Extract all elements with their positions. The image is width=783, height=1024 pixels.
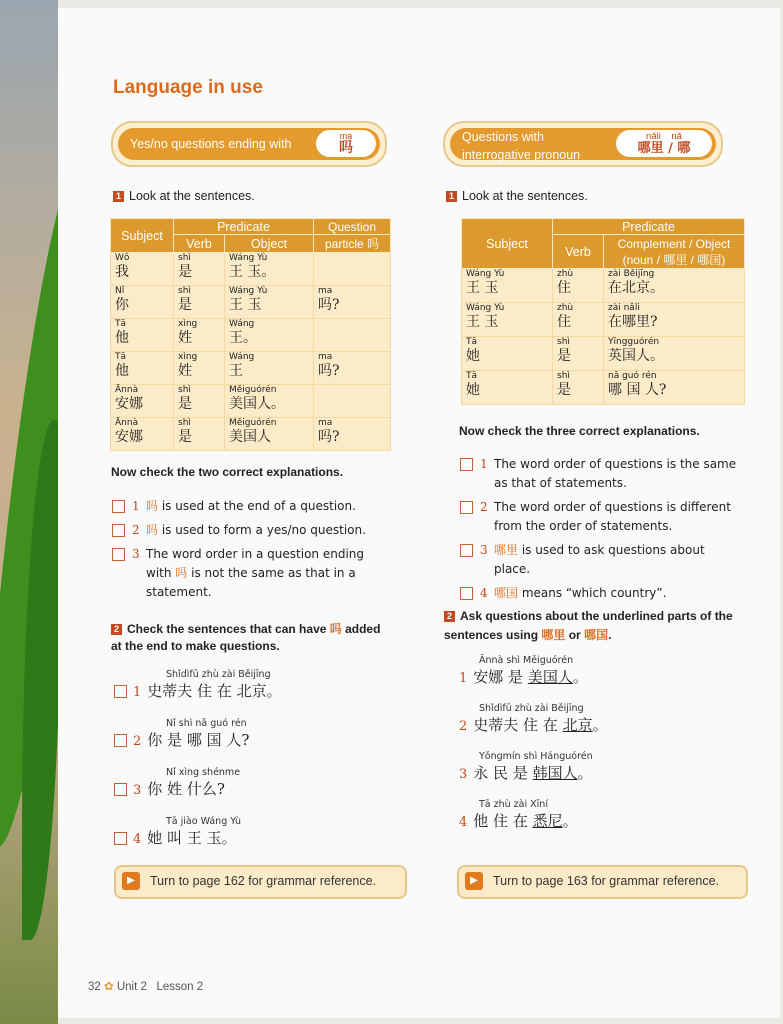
checkbox[interactable] — [112, 524, 125, 537]
checkbox[interactable] — [114, 734, 127, 747]
page-footer — [88, 979, 203, 993]
checkbox[interactable] — [114, 685, 127, 698]
check-item: 3 哪里 is used to ask questions about place. — [460, 541, 738, 579]
check-item: 2 吗 is used to form a yes/no question. — [112, 521, 374, 540]
sentence-item: Ānnà shì Měiguórén 1 安娜 是 美国人。 — [459, 655, 588, 686]
right-checklist — [460, 455, 738, 608]
right-banner — [443, 121, 723, 167]
left-banner — [111, 121, 387, 167]
table-row: Wáng Yù 王 玉 zhù 住 zài nǎli 在哪里? — [462, 303, 745, 337]
check-item: 4 哪国 means “which country”. — [460, 584, 738, 603]
col-object: Object — [225, 235, 314, 253]
sentence-item: Tā zhù zài Xīní 4 他 住 在 悉尼。 — [459, 799, 578, 830]
left-instruction-1: 1 Look at the sentences. — [113, 189, 255, 203]
checkbox[interactable] — [114, 832, 127, 845]
table-row: Tā 她 shì 是 nǎ guó rén 哪 国 人? — [462, 371, 745, 405]
ref-page-163[interactable]: ▶ Turn to page 163 for grammar reference. — [457, 865, 748, 899]
sentence-item: Tā jiào Wáng Yù 4 她 叫 王 玉。 — [114, 815, 241, 850]
table-row: Tā 他 xìng 姓 Wáng 王。 — [111, 319, 391, 352]
col-verb: Verb — [553, 235, 604, 269]
table-row: Wáng Yù 王 玉 zhù 住 zài Běijīng 在北京。 — [462, 269, 745, 303]
table-row: Nǐ 你 shì 是 Wáng Yù 王 玉 ma 吗? — [111, 286, 391, 319]
table-row: Ānnà 安娜 shì 是 Měiguórén 美国人 ma 吗? — [111, 418, 391, 451]
col-question: Question — [314, 219, 391, 235]
right-banner-line1: Questions with — [462, 130, 544, 144]
checkbox[interactable] — [112, 500, 125, 513]
page-title: Language in use — [113, 77, 263, 98]
left-banner-text: Yes/no questions ending with — [130, 137, 292, 151]
sentence-item: Nǐ xìng shénme 3 你 姓 什么? — [114, 766, 240, 801]
right-instruction-2: 2 Ask questions about the underlined parts of the sentences using 哪里 or 哪国. — [444, 609, 733, 642]
flower-icon: ✿ — [104, 981, 114, 993]
right-banner-line2: interrogative pronoun — [462, 148, 581, 162]
col-predicate: Predicate — [174, 219, 314, 235]
right-check-title: Now check the three correct explanations. — [459, 424, 700, 438]
col-subject: Subject — [462, 219, 553, 269]
left-check-title: Now check the two correct explanations. — [111, 465, 344, 479]
sentence-item: Nǐ shì nǎ guó rén 2 你 是 哪 国 人? — [114, 717, 249, 752]
check-item: 3 The word order in a question ending with 吗 is not the same as that in a statement. — [112, 545, 374, 602]
left-checklist — [112, 497, 374, 607]
sentence-item: Shǐdìfū zhù zài Běijīng 1 史蒂夫 住 在 北京。 — [114, 668, 282, 703]
check-item: 1 The word order of questions is the same as that of statements. — [460, 455, 738, 493]
checkbox[interactable] — [460, 544, 473, 557]
checkbox[interactable] — [460, 587, 473, 600]
table-row: Tā 他 xìng 姓 Wáng 王 ma 吗? — [111, 352, 391, 385]
table-row: Ānnà 安娜 shì 是 Měiguórén 美国人。 — [111, 385, 391, 418]
lesson-label: Lesson 2 — [156, 981, 204, 993]
checkbox[interactable] — [460, 458, 473, 471]
check-item: 2 The word order of questions is different from the order of statements. — [460, 498, 738, 536]
checkbox[interactable] — [460, 501, 473, 514]
right-instruction-1: 1 Look at the sentences. — [446, 189, 588, 203]
unit-label: Unit 2 — [116, 981, 147, 993]
col-subject: Subject — [111, 219, 174, 253]
side-photo — [0, 0, 58, 1024]
arrow-right-icon: ▶ — [122, 872, 140, 890]
col-verb: Verb — [174, 235, 225, 253]
nali-badge: nǎli nǎ 哪里 / 哪 — [616, 130, 712, 157]
checkbox[interactable] — [112, 548, 125, 561]
table-row: Wǒ 我 shì 是 Wáng Yù 王 玉。 — [111, 253, 391, 286]
right-grammar-table — [461, 218, 745, 405]
left-instruction-2: 2 Check the sentences that can have 吗 added at the end to make questions. — [111, 622, 381, 653]
check-item: 1 吗 is used at the end of a question. — [112, 497, 374, 516]
page-number: 32 — [88, 981, 101, 993]
table-row: Tā 她 shì 是 Yīngguórén 英国人。 — [462, 337, 745, 371]
checkbox[interactable] — [114, 783, 127, 796]
col-complement: Complement / Object (noun / 哪里 / 哪国) — [604, 235, 745, 269]
col-predicate: Predicate — [553, 219, 745, 235]
ref-page-162[interactable]: ▶ Turn to page 162 for grammar reference. — [114, 865, 407, 899]
ma-badge: ma 吗 — [316, 130, 376, 157]
sentence-item: Yǒngmín shì Hánguórén 3 永 民 是 韩国人。 — [459, 751, 593, 782]
left-grammar-table — [110, 218, 391, 451]
arrow-right-icon: ▶ — [465, 872, 483, 890]
col-particle: particle 吗 — [314, 235, 391, 253]
sentence-item: Shǐdìfū zhù zài Běijīng 2 史蒂夫 住 在 北京。 — [459, 703, 608, 734]
